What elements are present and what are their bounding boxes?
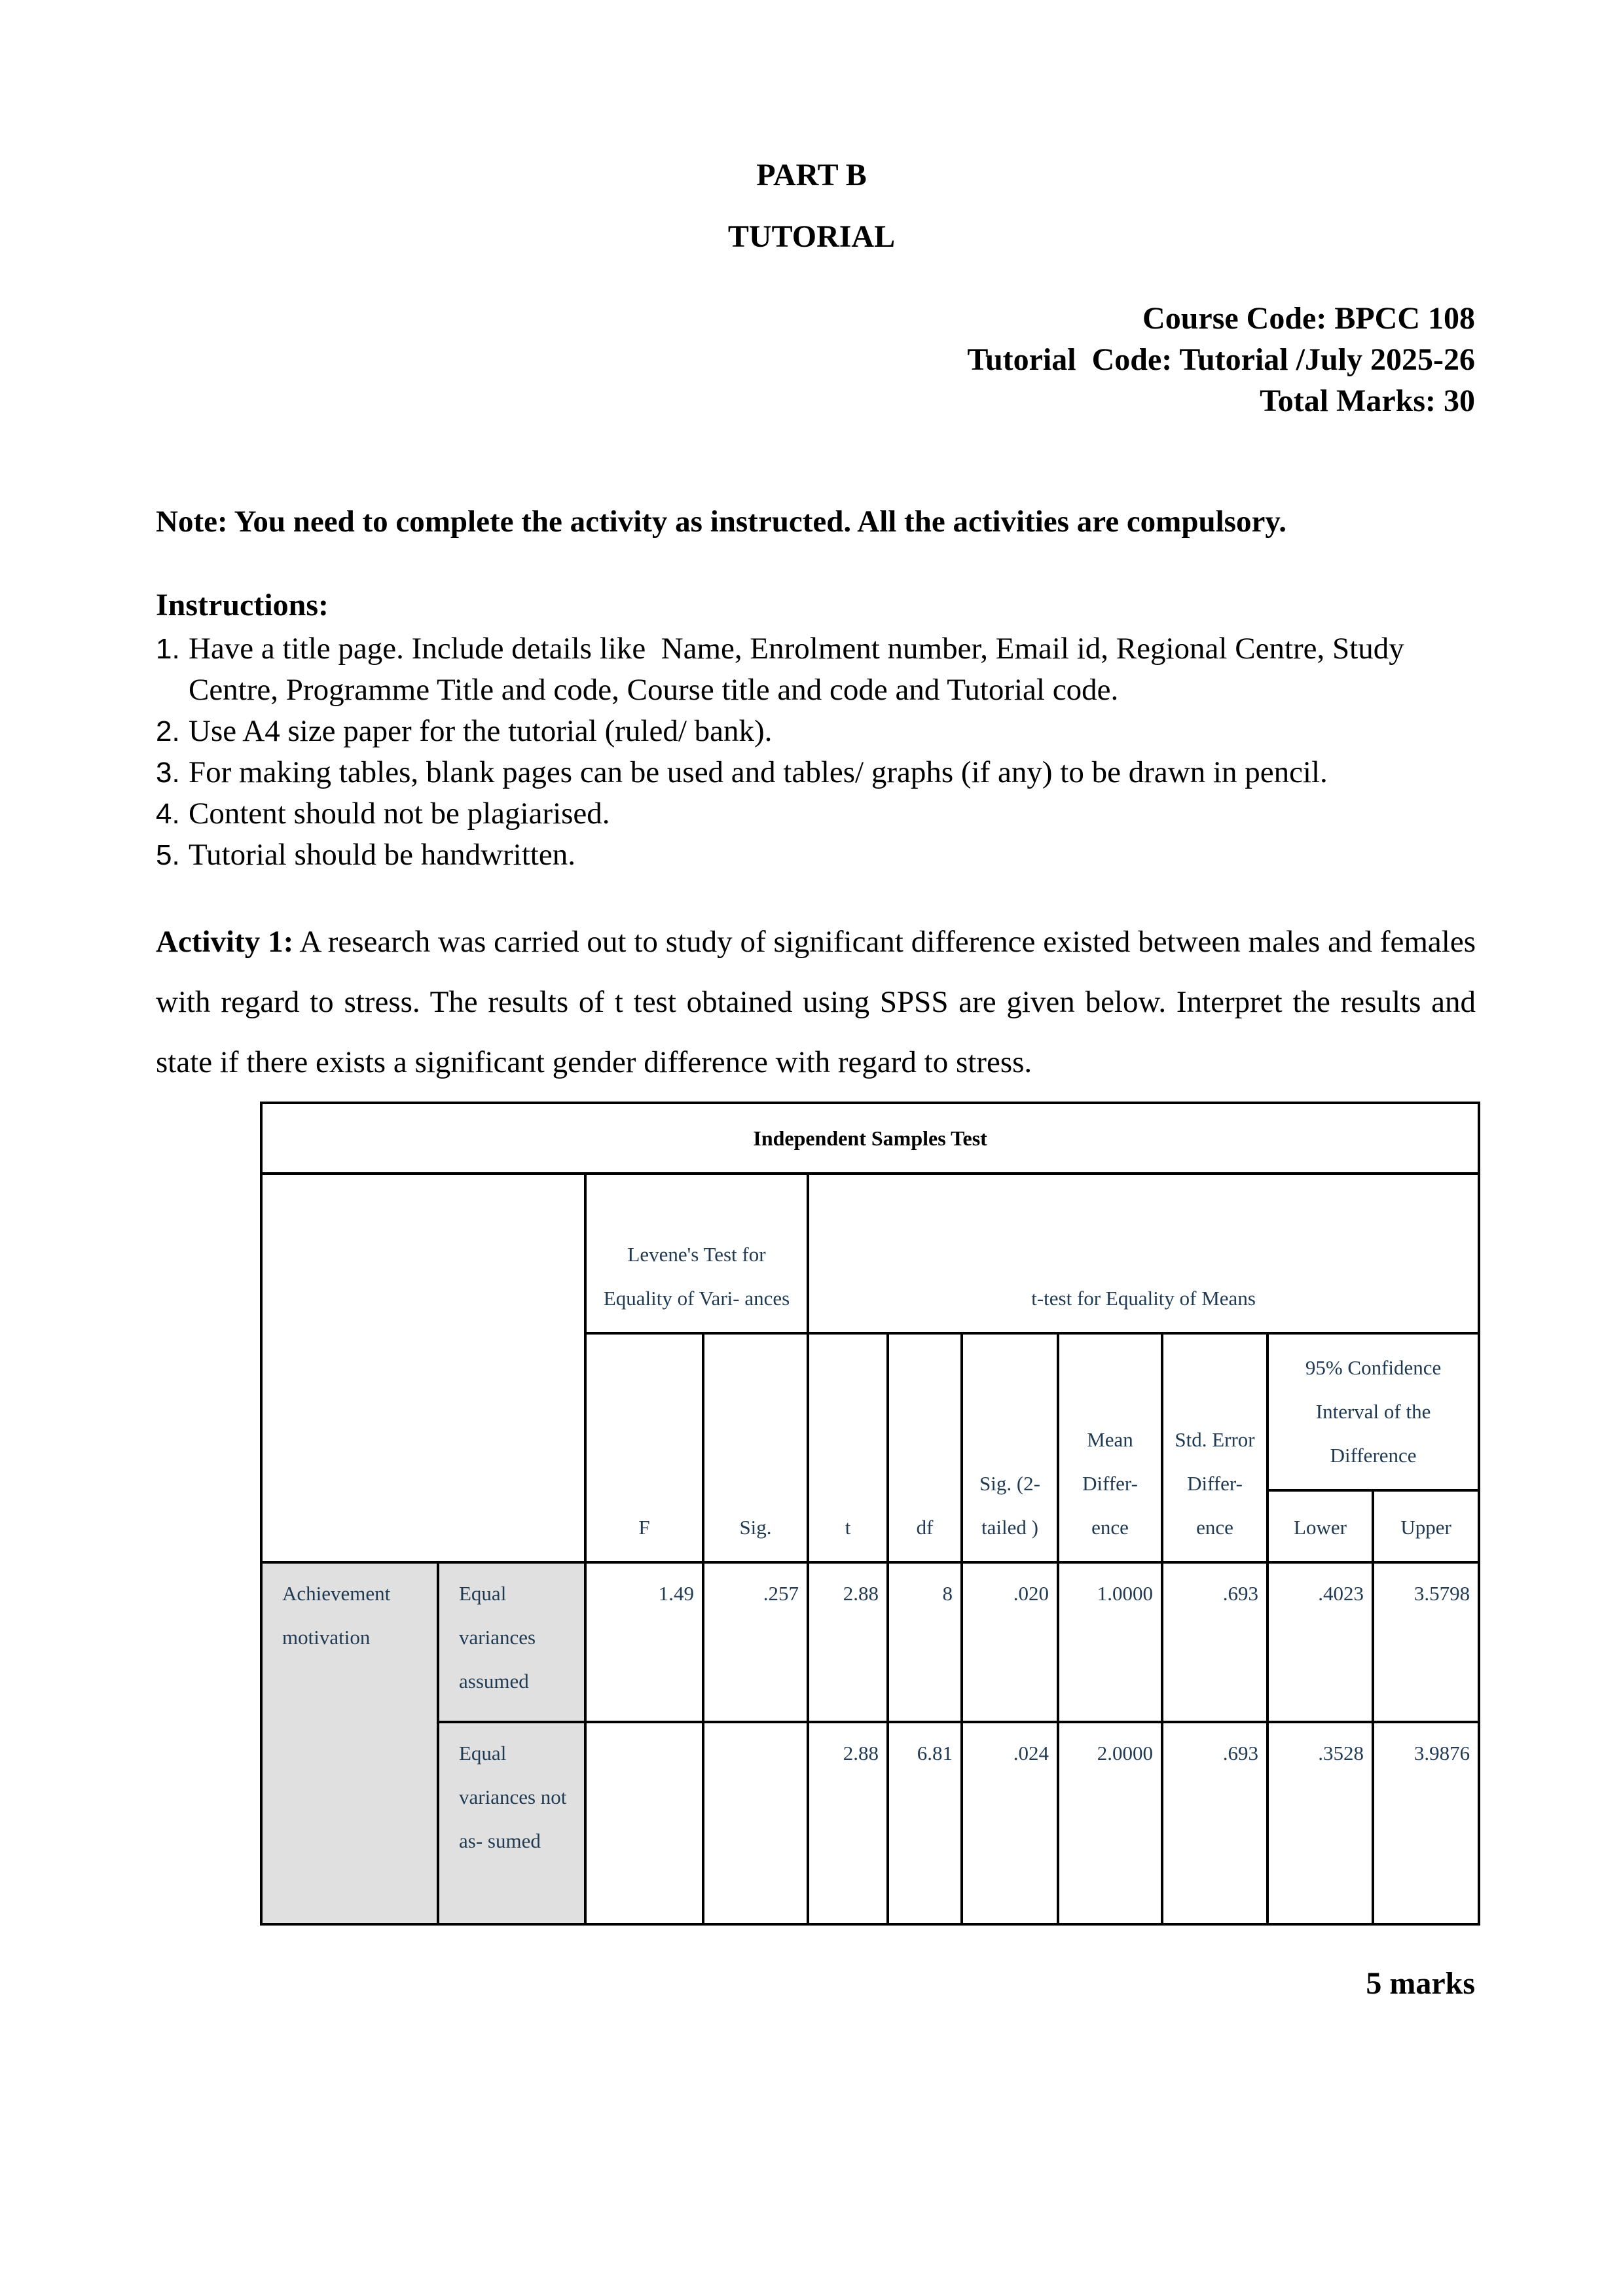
cell-std-err: .693 — [1162, 1562, 1267, 1722]
cell-f — [585, 1722, 703, 1924]
list-number: 3. — [156, 757, 180, 789]
note-text: Note: You need to complete the activity as instructed. All the activities are compulsory. — [156, 505, 1286, 539]
cell-t: 2.88 — [808, 1722, 888, 1924]
row-label: Equal variances not as- sumed — [438, 1722, 585, 1924]
instruction-text: For making tables, blank pages can be used and tables/ graphs (if any) to be drawn in pencil. — [189, 755, 1328, 789]
activity-label: Activity 1: — [156, 925, 294, 959]
instruction-item — [156, 834, 1478, 876]
table-caption: Independent Samples Test — [261, 1103, 1479, 1174]
total-marks: Total Marks: 30 — [1260, 384, 1475, 418]
cell-mean-diff: 1.0000 — [1058, 1562, 1162, 1722]
activity-text: A research was carried out to study of significant difference existed between males and females with regard to stress. The results of t test obtained using SPSS are given below. Interpret the results and state if there exists a significant gender difference with regard to stress. — [156, 925, 1476, 1079]
col-sig-2-tailed: Sig. (2- tailed ) — [962, 1333, 1058, 1562]
cell-sig2: .024 — [962, 1722, 1058, 1924]
tutorial-code: Tutorial Code: Tutorial /July 2025-26 — [967, 342, 1475, 377]
col-mean-difference: Mean Differ- ence — [1058, 1333, 1162, 1562]
row-group-label: Achievement motivation — [261, 1562, 438, 1924]
col-lower: Lower — [1267, 1490, 1373, 1562]
cell-mean-diff: 2.0000 — [1058, 1722, 1162, 1924]
instruction-text: Have a title page. Include details like Name, Enrolment number, Email id, Regional Centre, Study Centre, Programme Title and code, Course title and code and Tutorial code. — [189, 632, 1412, 707]
independent-samples-table — [260, 1102, 1480, 1926]
activity-marks: 5 marks — [1366, 1966, 1475, 2001]
course-info-block — [967, 298, 1475, 422]
instruction-text: Tutorial should be handwritten. — [189, 838, 575, 872]
list-number: 2. — [156, 715, 180, 747]
list-number: 5. — [156, 839, 180, 871]
instructions-title: Instructions: — [156, 588, 329, 622]
table-corner-lower — [261, 1490, 585, 1562]
course-code: Course Code: BPCC 108 — [1142, 301, 1475, 336]
instruction-item — [156, 793, 1478, 834]
instruction-item — [156, 628, 1478, 711]
table-corner — [261, 1174, 585, 1490]
col-df: df — [888, 1333, 962, 1562]
col-t: t — [808, 1333, 888, 1562]
cell-sig: .257 — [703, 1562, 808, 1722]
cell-upper: 3.5798 — [1373, 1562, 1479, 1722]
list-number: 1. — [156, 633, 180, 665]
instructions-list — [156, 628, 1478, 876]
cell-lower: .4023 — [1267, 1562, 1373, 1722]
list-number: 4. — [156, 798, 180, 830]
instruction-text: Content should not be plagiarised. — [189, 797, 610, 831]
part-heading: PART B — [756, 158, 867, 192]
instruction-item — [156, 752, 1478, 793]
levene-header: Levene's Test for Equality of Vari- ances — [585, 1174, 808, 1333]
instruction-text: Use A4 size paper for the tutorial (ruled/ bank). — [189, 714, 773, 748]
table-row — [261, 1562, 1479, 1722]
section-heading: TUTORIAL — [727, 219, 896, 254]
cell-sig2: .020 — [962, 1562, 1058, 1722]
cell-upper: 3.9876 — [1373, 1722, 1479, 1924]
col-sig: Sig. — [703, 1333, 808, 1562]
cell-f: 1.49 — [585, 1562, 703, 1722]
cell-df: 8 — [888, 1562, 962, 1722]
col-std-error-difference: Std. Error Differ- ence — [1162, 1333, 1267, 1562]
col-f: F — [585, 1333, 703, 1562]
cell-df: 6.81 — [888, 1722, 962, 1924]
row-label: Equal variances assumed — [438, 1562, 585, 1722]
ttest-header: t-test for Equality of Means — [808, 1174, 1479, 1333]
cell-lower: .3528 — [1267, 1722, 1373, 1924]
cell-t: 2.88 — [808, 1562, 888, 1722]
col-upper: Upper — [1373, 1490, 1479, 1562]
activity-paragraph — [156, 912, 1476, 1092]
cell-std-err: .693 — [1162, 1722, 1267, 1924]
cell-sig — [703, 1722, 808, 1924]
ci-header: 95% Confidence Interval of the Difference — [1267, 1333, 1479, 1490]
instruction-item — [156, 711, 1478, 752]
table-row — [261, 1722, 1479, 1924]
